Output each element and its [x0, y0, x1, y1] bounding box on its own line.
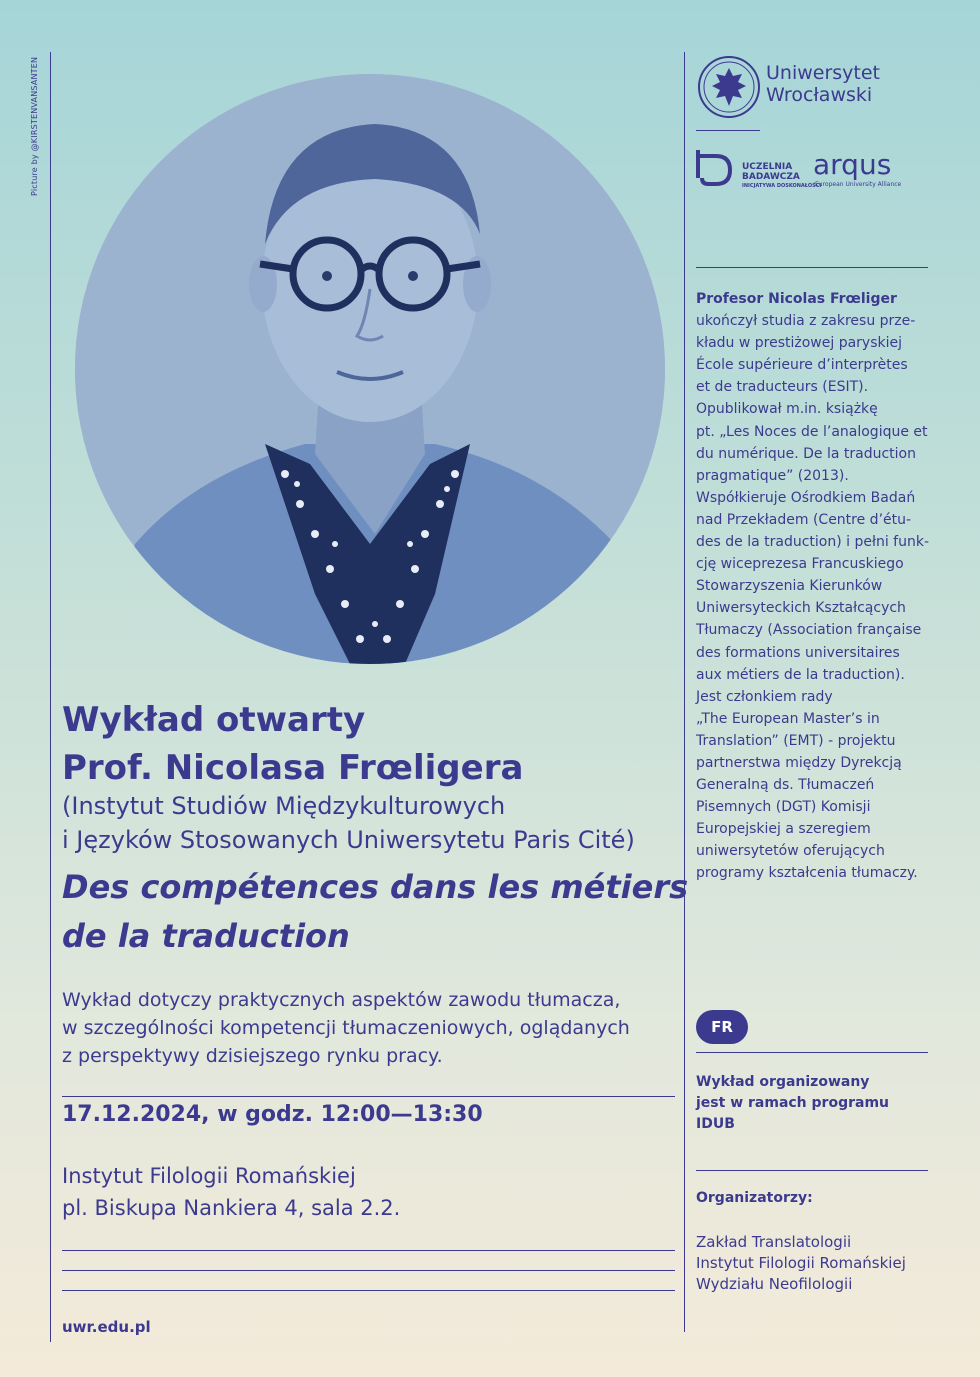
- bio-line: du numérique. De la traduction: [696, 445, 916, 462]
- language-badge: FR: [696, 1010, 748, 1044]
- description-line: w szczególności kompetencji tłumaczeniowych, oglądanych: [62, 1017, 630, 1039]
- university-crest-icon: [696, 54, 762, 120]
- institute-line-2: i Języków Stosowanych Uniwersytetu Paris Cité): [62, 826, 635, 854]
- organizers-heading: Organizatorzy:: [696, 1190, 813, 1206]
- bio-line: pragmatique” (2013).: [696, 467, 849, 484]
- bio-line: Tłumaczy (Association française: [696, 622, 922, 639]
- divider: [696, 1052, 928, 1053]
- university-name: [766, 62, 880, 106]
- photo-credit: Picture by @KIRSTENVANSANTEN: [30, 56, 39, 196]
- program-line: IDUB: [696, 1116, 735, 1132]
- venue-address: pl. Biskupa Nankiera 4, sala 2.2.: [62, 1196, 401, 1220]
- idub-label-2: BADAWCZA: [742, 172, 800, 182]
- bio-line: et de traducteurs (ESIT).: [696, 379, 869, 396]
- bio-line: des formations universitaires: [696, 644, 900, 661]
- bio-line: Translation” (EMT) - projektu: [696, 732, 896, 749]
- lecture-description: [62, 986, 630, 1070]
- divider: [62, 1250, 675, 1251]
- left-rule: [50, 52, 51, 1342]
- bio-line: uniwersytetów oferujących: [696, 843, 885, 860]
- bio-name: Profesor Nicolas Frœliger: [696, 291, 897, 307]
- speaker-heading: Prof. Nicolasa Frœligera: [62, 748, 524, 788]
- university-name-line-1: Uniwersytet: [766, 62, 880, 84]
- bio-line: des de la traduction) i pełni funk-: [696, 534, 929, 551]
- program-line: jest w ramach programu: [696, 1095, 889, 1111]
- bio-line: „The European Master’s in: [696, 710, 880, 727]
- organizer-item: Wydziału Neofilologii: [696, 1275, 853, 1293]
- organizers-list: [696, 1232, 906, 1295]
- arqus-tagline: European University Alliance: [815, 181, 902, 188]
- idub-label-3: INICJATYWA DOSKONAŁOŚCI: [742, 183, 822, 189]
- lecture-heading: Wykład otwarty: [62, 700, 366, 740]
- bio-line: cję wiceprezesa Francuskiego: [696, 556, 904, 573]
- bio-line: programy kształcenia tłumaczy.: [696, 865, 918, 882]
- organizer-item: Zakład Translatologii: [696, 1233, 852, 1251]
- portrait-illustration: [75, 74, 665, 664]
- program-note: [696, 1072, 889, 1135]
- idub-label-1: UCZELNIA: [742, 162, 793, 172]
- speaker-bio: [696, 288, 936, 885]
- divider: [62, 1096, 675, 1097]
- divider: [62, 1270, 675, 1271]
- bio-line: Stowarzyszenia Kierunków: [696, 578, 883, 595]
- bio-line: Jest członkiem rady: [696, 688, 833, 705]
- bio-line: ukończył studia z zakresu prze-: [696, 313, 916, 330]
- organizer-item: Instytut Filologii Romańskiej: [696, 1254, 906, 1272]
- description-line: z perspektywy dzisiejszego rynku pracy.: [62, 1045, 443, 1067]
- venue-name: Instytut Filologii Romańskiej: [62, 1164, 356, 1188]
- bio-line: nad Przekładem (Centre d’étu-: [696, 511, 912, 528]
- bio-line: partnerstwa między Dyrekcją: [696, 754, 902, 771]
- divider: [62, 1290, 675, 1291]
- event-datetime: 17.12.2024, w godz. 12:00—13:30: [62, 1102, 483, 1127]
- divider: [696, 267, 928, 268]
- institute-line-1: (Instytut Studiów Międzykulturowych: [62, 792, 506, 820]
- bio-line: pt. „Les Noces de l’analogique et: [696, 423, 928, 440]
- bio-line: Pisemnych (DGT) Komisji: [696, 799, 871, 816]
- bio-line: Opublikował m.in. książkę: [696, 401, 878, 418]
- speaker-portrait: [75, 74, 665, 664]
- bio-line: Generalną ds. Tłumaczeń: [696, 777, 875, 794]
- program-line: Wykład organizowany: [696, 1074, 870, 1090]
- bio-line: kładu w prestiżowej paryskiej: [696, 335, 903, 352]
- bio-line: Uniwersyteckich Kształcących: [696, 600, 906, 617]
- bio-line: aux métiers de la traduction).: [696, 666, 905, 683]
- logo-divider: [696, 130, 760, 131]
- bio-line: Europejskiej a szeregiem: [696, 821, 871, 838]
- lecture-title-line-1: Des compétences dans les métiers: [62, 868, 689, 906]
- description-line: Wykład dotyczy praktycznych aspektów zawodu tłumacza,: [62, 989, 621, 1011]
- arqus-logo: arqus: [813, 148, 892, 181]
- website-link[interactable]: uwr.edu.pl: [62, 1318, 151, 1336]
- divider: [696, 1170, 928, 1171]
- university-name-line-2: Wrocławski: [766, 84, 873, 106]
- column-divider: [684, 52, 685, 1332]
- bio-line: Współkieruje Ośrodkiem Badań: [696, 489, 916, 506]
- bio-line: École supérieure d’interprètes: [696, 357, 908, 374]
- lecture-title-line-2: de la traduction: [62, 917, 350, 955]
